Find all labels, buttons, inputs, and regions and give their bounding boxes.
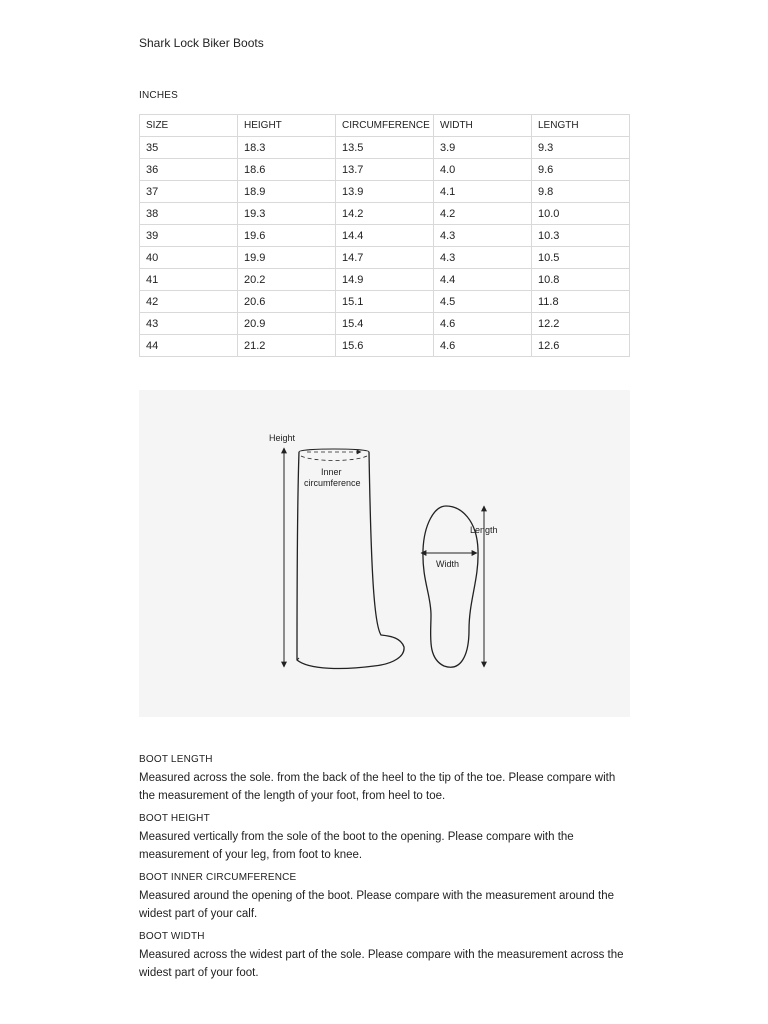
size-table: [139, 114, 630, 357]
cell-height: 18.3: [238, 137, 336, 159]
cell-length: 12.2: [532, 313, 630, 335]
cell-length: 9.6: [532, 159, 630, 181]
header-size: SIZE: [140, 115, 238, 137]
cell-width: 4.2: [434, 203, 532, 225]
cell-size: 37: [140, 181, 238, 203]
cell-width: 3.9: [434, 137, 532, 159]
boot-width-text: Measured across the widest part of the sole. Please compare with the measurement across the widest part of your foot.: [139, 949, 624, 979]
table-row: [140, 203, 630, 225]
table-row: [140, 225, 630, 247]
boot-height-text: Measured vertically from the sole of the boot to the opening. Please compare with the measurement of your leg, from foot to knee.: [139, 831, 574, 861]
cell-size: 41: [140, 269, 238, 291]
cell-circumference: 13.9: [336, 181, 434, 203]
cell-size: 40: [140, 247, 238, 269]
boot-width-section: [139, 931, 630, 982]
boot-illustration: [139, 390, 630, 717]
cell-length: 12.6: [532, 335, 630, 357]
cell-height: 19.3: [238, 203, 336, 225]
cell-width: 4.0: [434, 159, 532, 181]
cell-circumference: 15.6: [336, 335, 434, 357]
boot-width-heading: BOOT WIDTH: [139, 931, 205, 942]
cell-circumference: 13.7: [336, 159, 434, 181]
boot-length-heading: BOOT LENGTH: [139, 754, 213, 765]
cell-length: 9.8: [532, 181, 630, 203]
measurement-descriptions: [139, 754, 630, 990]
cell-width: 4.3: [434, 225, 532, 247]
boot-circumference-section: [139, 872, 630, 923]
cell-height: 19.9: [238, 247, 336, 269]
header-height: HEIGHT: [238, 115, 336, 137]
cell-length: 10.3: [532, 225, 630, 247]
cell-length: 11.8: [532, 291, 630, 313]
table-row: [140, 247, 630, 269]
table-row: [140, 335, 630, 357]
cell-length: 10.8: [532, 269, 630, 291]
cell-size: 39: [140, 225, 238, 247]
inner-circumference-label-2: circumference: [304, 478, 361, 488]
cell-size: 42: [140, 291, 238, 313]
cell-size: 38: [140, 203, 238, 225]
circumference-arrow: [301, 456, 367, 461]
cell-circumference: 14.4: [336, 225, 434, 247]
cell-circumference: 15.4: [336, 313, 434, 335]
cell-width: 4.3: [434, 247, 532, 269]
cell-height: 20.6: [238, 291, 336, 313]
boot-height-heading: BOOT HEIGHT: [139, 813, 210, 824]
cell-circumference: 13.5: [336, 137, 434, 159]
cell-width: 4.6: [434, 335, 532, 357]
table-header-row: [140, 115, 630, 137]
cell-width: 4.6: [434, 313, 532, 335]
header-width: WIDTH: [434, 115, 532, 137]
cell-length: 10.5: [532, 247, 630, 269]
cell-length: 10.0: [532, 203, 630, 225]
boot-circumference-heading: BOOT INNER CIRCUMFERENCE: [139, 872, 297, 883]
width-label: Width: [436, 559, 460, 569]
table-row: [140, 313, 630, 335]
table-row: [140, 181, 630, 203]
cell-height: 20.9: [238, 313, 336, 335]
cell-height: 21.2: [238, 335, 336, 357]
boot-length-text: Measured across the sole. from the back of the heel to the tip of the toe. Please compare with the measurement of the length of your foot, from heel to toe.: [139, 772, 616, 802]
boot-circumference-text: Measured around the opening of the boot. Please compare with the measurement around the widest part of your calf.: [139, 890, 614, 920]
boot-length-section: [139, 754, 630, 805]
table-row: [140, 159, 630, 181]
cell-height: 20.2: [238, 269, 336, 291]
unit-label: INCHES: [139, 90, 178, 101]
measurement-diagram: [139, 390, 630, 717]
cell-height: 18.9: [238, 181, 336, 203]
cell-width: 4.1: [434, 181, 532, 203]
boot-height-section: [139, 813, 630, 864]
cell-width: 4.4: [434, 269, 532, 291]
boot-opening-icon: [299, 449, 369, 452]
cell-height: 19.6: [238, 225, 336, 247]
cell-size: 44: [140, 335, 238, 357]
cell-width: 4.5: [434, 291, 532, 313]
cell-length: 9.3: [532, 137, 630, 159]
header-length: LENGTH: [532, 115, 630, 137]
table-row: [140, 291, 630, 313]
product-title: Shark Lock Biker Boots: [139, 36, 264, 50]
height-label: Height: [269, 433, 296, 443]
inner-circumference-label-1: Inner: [321, 467, 342, 477]
table-row: [140, 269, 630, 291]
cell-size: 35: [140, 137, 238, 159]
table-row: [140, 137, 630, 159]
size-table-body: [140, 137, 630, 357]
cell-circumference: 15.1: [336, 291, 434, 313]
length-label: Length: [470, 525, 498, 535]
cell-circumference: 14.7: [336, 247, 434, 269]
header-circumference: CIRCUMFERENCE: [336, 115, 434, 137]
cell-circumference: 14.2: [336, 203, 434, 225]
cell-size: 36: [140, 159, 238, 181]
cell-height: 18.6: [238, 159, 336, 181]
cell-size: 43: [140, 313, 238, 335]
cell-circumference: 14.9: [336, 269, 434, 291]
